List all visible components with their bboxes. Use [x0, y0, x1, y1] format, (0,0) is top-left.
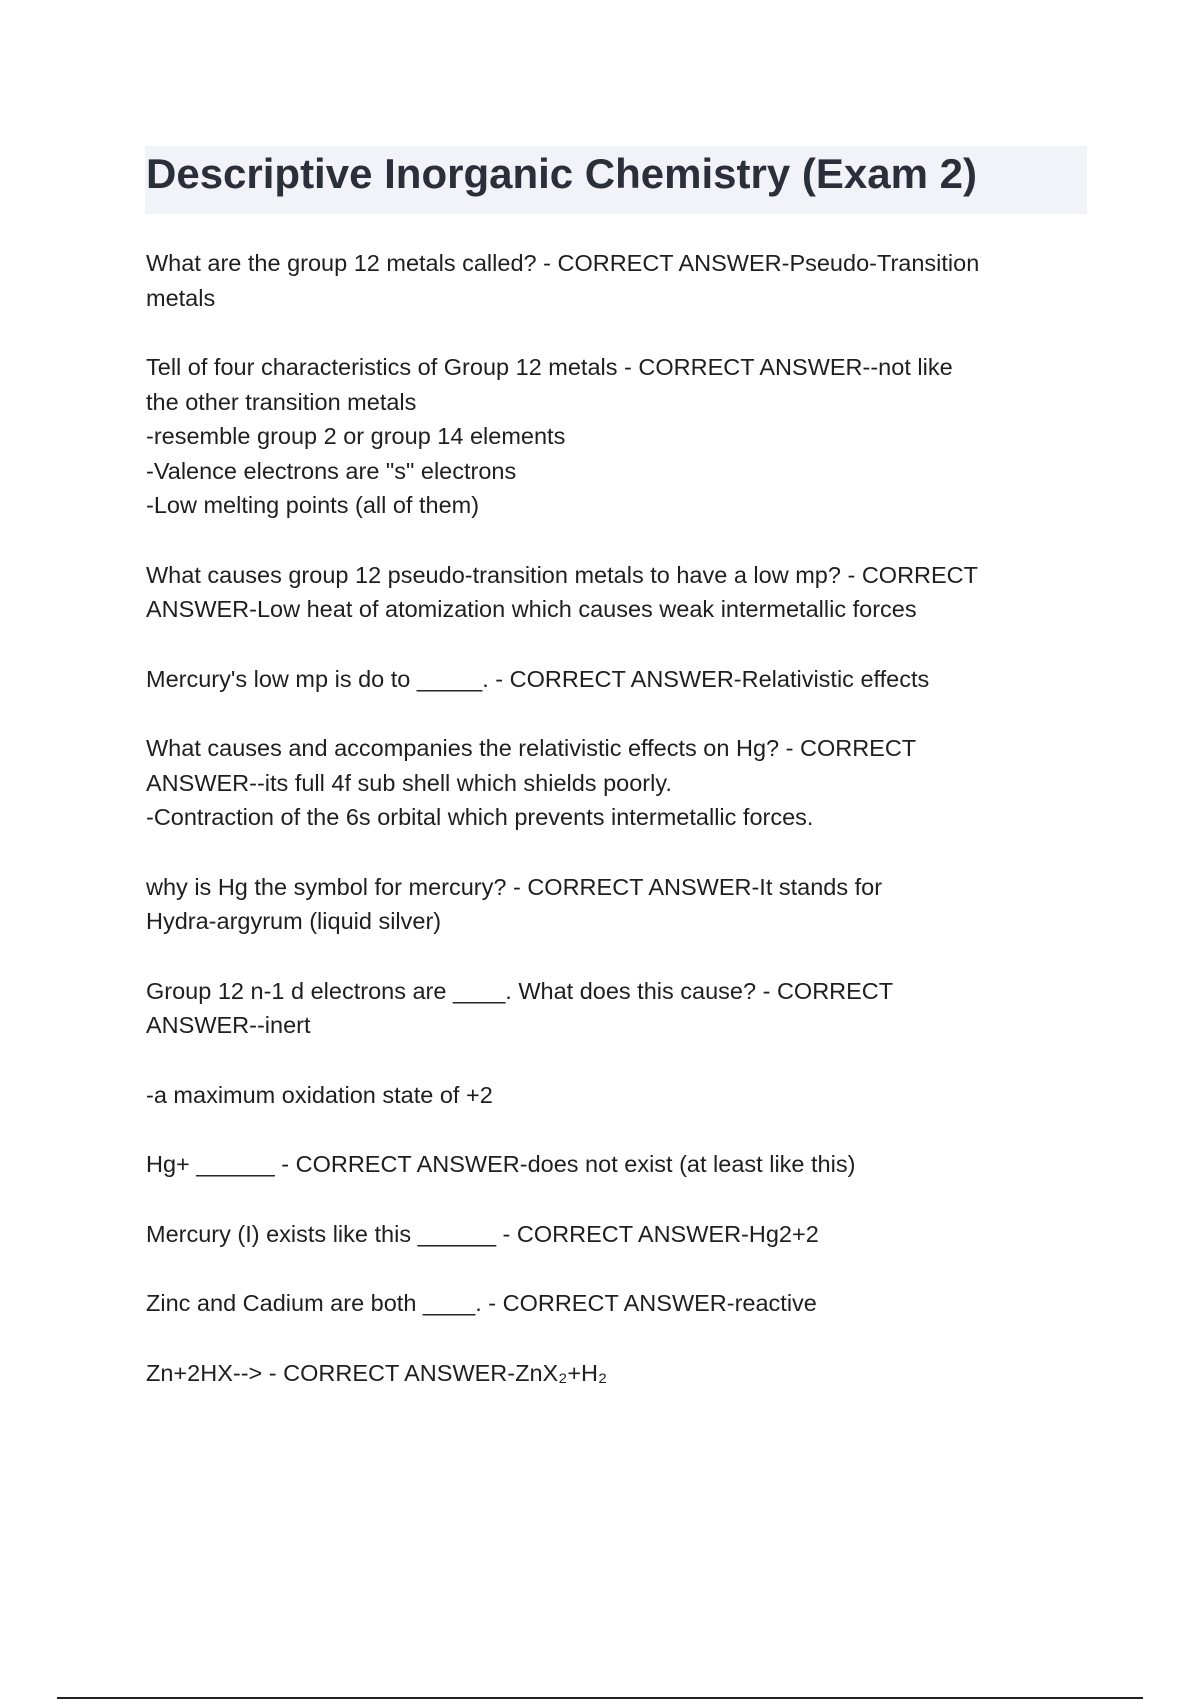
qa-entry-9 — [146, 1147, 1096, 1182]
text-line: Mercury (I) exists like this ______ - CORRECT ANSWER-Hg2+2 — [146, 1220, 819, 1247]
qa-entry-3 — [146, 558, 1096, 627]
text-line: Group 12 n-1 d electrons are ____. What does this cause? - CORRECT — [146, 977, 894, 1004]
text-line: why is Hg the symbol for mercury? - CORRECT ANSWER-It stands for — [146, 873, 883, 900]
text-line: Zinc and Cadium are both ____. - CORRECT ANSWER-reactive — [146, 1290, 817, 1316]
text-line: Hydra-argyrum (liquid silver) — [146, 908, 442, 934]
qa-list — [146, 246, 1096, 1425]
qa-entry-4 — [146, 662, 1096, 697]
text-line: What causes group 12 pseudo-transition metals to have a low mp? - CORRECT — [146, 561, 979, 588]
text-line: Tell of four characteristics of Group 12 metals - CORRECT ANSWER--not like — [146, 354, 953, 380]
qa-entry-6 — [146, 870, 1096, 939]
qa-entry-11 — [146, 1286, 1096, 1321]
document-title: Descriptive Inorganic Chemistry (Exam 2) — [146, 150, 977, 197]
qa-entry-1 — [146, 246, 1096, 315]
qa-entry-12 — [146, 1356, 1096, 1391]
text-line: -Low melting points (all of them) — [146, 492, 480, 518]
text-line: ANSWER-Low heat of atomization which causes weak intermetallic forces — [146, 596, 917, 622]
qa-entry-10 — [146, 1217, 1096, 1252]
text-line: -a maximum oxidation state of +2 — [146, 1081, 493, 1108]
text-line: ANSWER--inert — [146, 1012, 311, 1038]
text-line: Zn+2HX--> - CORRECT ANSWER-ZnX₂+H₂ — [146, 1359, 608, 1386]
text-line: ANSWER--its full 4f sub shell which shields poorly. — [146, 769, 672, 796]
text-line: -Valence electrons are "s" electrons — [146, 457, 517, 484]
text-line: Mercury's low mp is do to _____. - CORRECT ANSWER-Relativistic effects — [146, 665, 930, 692]
text-line: Hg+ ______ - CORRECT ANSWER-does not exist (at least like this) — [146, 1151, 856, 1177]
qa-entry-7 — [146, 974, 1096, 1043]
qa-entry-8 — [146, 1078, 1096, 1113]
text-line: -Contraction of the 6s orbital which prevents intermetallic forces. — [146, 804, 814, 830]
text-line: What causes and accompanies the relativistic effects on Hg? - CORRECT — [146, 735, 917, 761]
qa-entry-5 — [146, 731, 1096, 835]
qa-entry-2 — [146, 350, 1096, 523]
text-line: What are the group 12 metals called? - CORRECT ANSWER-Pseudo-Transition — [146, 250, 980, 276]
text-line: the other transition metals — [146, 388, 417, 415]
footer-rule — [57, 1697, 1143, 1699]
text-line: metals — [146, 284, 216, 311]
text-line: -resemble group 2 or group 14 elements — [146, 423, 566, 449]
